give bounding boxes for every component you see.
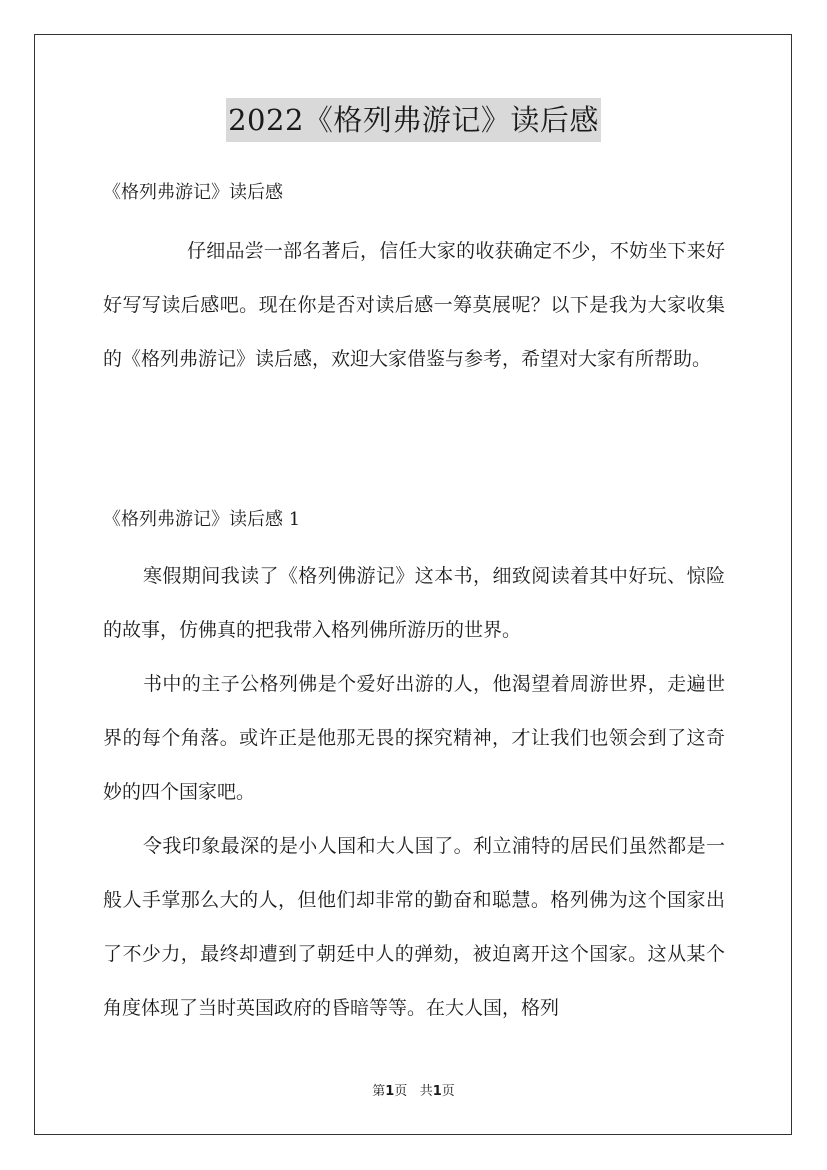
page-suffix: 页: [394, 1084, 408, 1099]
document-title: 2022《格列弗游记》读后感: [226, 98, 601, 142]
document-subtitle: 《格列弗游记》读后感: [103, 182, 283, 203]
total-pages: 1: [432, 1084, 442, 1099]
total-suffix: 页: [441, 1084, 455, 1099]
section-heading: 《格列弗游记》读后感 1: [103, 509, 301, 530]
body-paragraph: 书中的主子公格列佛是个爱好出游的人，他渴望着周游世界，走遍世界的每个角落。或许正是他那无畏的探究精神，才让我们也领会到了这奇妙的四个国家吧。: [103, 673, 725, 803]
page-footer: [0, 1082, 827, 1102]
article-body: [103, 549, 725, 1035]
intro-paragraph: 仔细品尝一部名著后，信任大家的收获确定不少，不妨坐下来好好写写读后感吧。现在你是否对读后感一筹莫展呢？以下是我为大家收集的《格列弗游记》读后感，欢迎大家借鉴与参考，希望对大家有所帮助。: [103, 240, 725, 370]
total-prefix: 共: [419, 1084, 433, 1099]
title-container: [0, 98, 827, 142]
page-number: 1: [385, 1084, 395, 1099]
page-prefix: 第: [372, 1084, 386, 1099]
body-paragraph: 令我印象最深的是小人国和大人国了。利立浦特的居民们虽然都是一般人手掌那么大的人，但他们却非常的勤奋和聪慧。格列佛为这个国家出了不少力，最终却遭到了朝廷中人的弹劾，被迫离开这个国家。这从某个角度体现了当时英国政府的昏暗等等。在大人国，格列: [103, 835, 725, 1019]
body-paragraph: 寒假期间我读了《格列佛游记》这本书，细致阅读着其中好玩、惊险的故事，仿佛真的把我带入格列佛所游历的世界。: [103, 565, 725, 641]
